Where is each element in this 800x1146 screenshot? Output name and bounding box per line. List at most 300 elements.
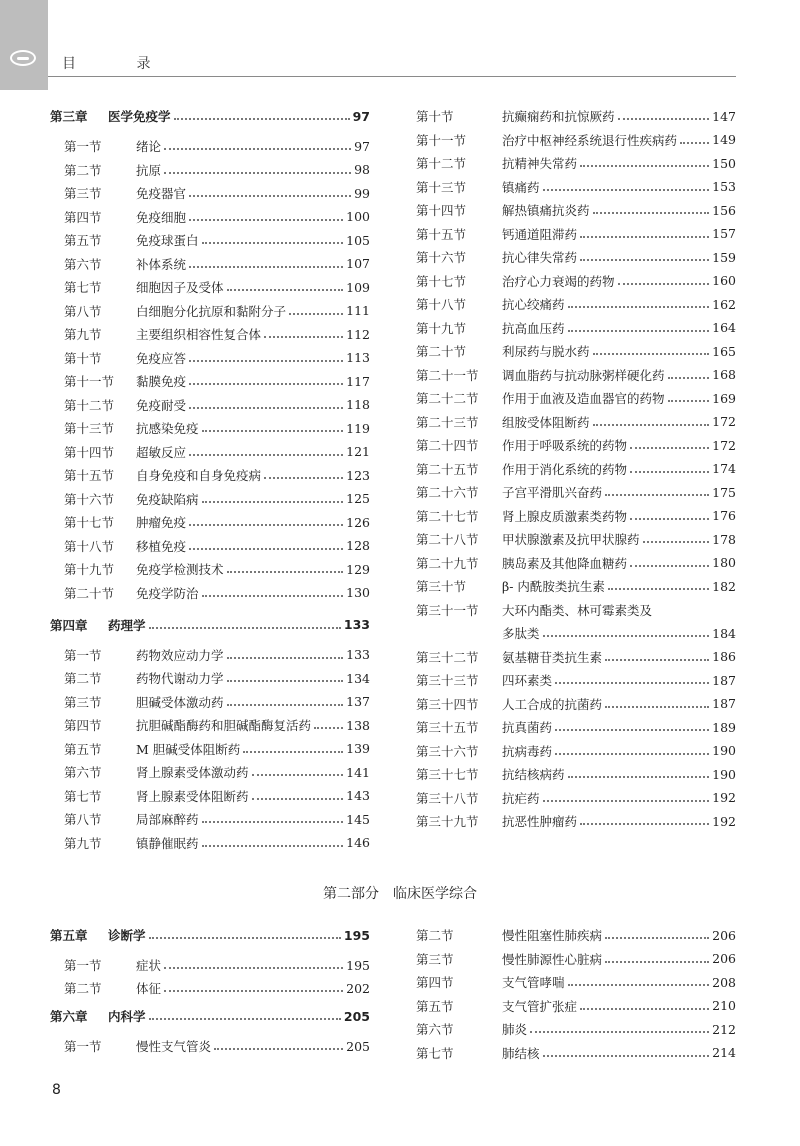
entry-page-number: 195 (343, 927, 370, 943)
entry-page-number: 212 (712, 1021, 736, 1037)
entry-page-number: 112 (346, 326, 370, 342)
leader-dots (189, 360, 343, 362)
toc-section-entry[interactable] (416, 972, 736, 992)
entry-number: 第二十节 (416, 344, 467, 359)
entry-number: 第二十五节 (416, 461, 479, 477)
toc-section-entry[interactable] (416, 949, 736, 969)
entry-title: 免疫学检测技术 (136, 562, 224, 577)
entry-title: 体征 (136, 981, 162, 996)
toc-section-entry[interactable] (64, 489, 370, 509)
leader-dots (530, 1031, 709, 1033)
toc-section-entry[interactable] (416, 764, 736, 784)
leader-dots (149, 937, 341, 939)
toc-section-entry[interactable] (416, 412, 736, 432)
toc-section-entry[interactable] (64, 692, 370, 712)
toc-section-entry[interactable] (416, 623, 736, 643)
toc-chapter-entry[interactable] (50, 1006, 370, 1026)
entry-number: 第二十二节 (416, 391, 479, 406)
entry-number: 第十一节 (416, 132, 467, 148)
toc-section-entry[interactable] (64, 559, 370, 579)
entry-number: 第二十七节 (416, 508, 479, 524)
toc-section-entry[interactable] (416, 106, 736, 126)
entry-title: 抗心律失常药 (502, 250, 578, 265)
leader-dots (289, 313, 343, 315)
toc-section-entry[interactable] (416, 647, 736, 667)
entry-page-number: 206 (712, 951, 736, 966)
toc-section-entry[interactable] (416, 788, 736, 808)
entry-page-number: 156 (712, 202, 736, 218)
entry-page-number: 149 (712, 132, 736, 147)
entry-title: 局部麻醉药 (136, 812, 199, 827)
leader-dots (189, 548, 343, 550)
toc-section-entry[interactable] (64, 183, 370, 203)
entry-title: 症状 (136, 958, 162, 973)
leader-dots (243, 751, 343, 753)
entry-title: 肿瘤免疫 (136, 515, 187, 530)
entry-page-number: 175 (712, 484, 736, 500)
entry-page-number: 147 (712, 108, 736, 124)
leader-dots (605, 961, 709, 963)
toc-section-entry[interactable] (416, 741, 736, 761)
toc-section-entry[interactable] (64, 371, 370, 391)
entry-title: 抗精神失常药 (502, 156, 578, 171)
entry-title: 抗感染免疫 (136, 421, 199, 436)
entry-title: 甲状腺激素及抗甲状腺药 (502, 532, 640, 547)
entry-page-number: 141 (346, 764, 370, 780)
toc-section-entry[interactable] (64, 645, 370, 665)
entry-number: 第十九节 (64, 562, 115, 577)
entry-page-number: 205 (343, 1008, 370, 1024)
page-number: 8 (52, 1082, 61, 1098)
toc-section-entry[interactable] (416, 1043, 736, 1063)
entry-title: 药物代谢动力学 (136, 671, 224, 686)
entry-number: 第十七节 (64, 515, 115, 530)
entry-title: 免疫细胞 (136, 209, 187, 225)
entry-title: 支气管扩张症 (502, 998, 578, 1014)
entry-page-number: 145 (346, 811, 370, 827)
entry-number: 第六节 (64, 765, 102, 780)
leader-dots (189, 524, 343, 526)
entry-number: 第三节 (64, 186, 102, 201)
entry-page-number: 107 (346, 256, 370, 271)
entry-title: 大环内酯类、林可霉素类及 (502, 602, 653, 618)
toc-section-entry[interactable] (64, 254, 370, 274)
entry-number: 第四章 (50, 617, 88, 633)
leader-dots (189, 195, 351, 197)
leader-dots (164, 172, 351, 174)
leader-dots (568, 776, 710, 778)
leader-dots (164, 967, 343, 969)
entry-page-number: 184 (712, 625, 736, 641)
entry-title: 抗心绞痛药 (502, 297, 565, 312)
entry-title: 抗疟药 (502, 790, 540, 806)
toc-section-entry[interactable] (64, 418, 370, 438)
entry-page-number: 176 (712, 508, 736, 523)
toc-chapter-entry[interactable] (50, 106, 370, 126)
entry-title: 抗胆碱酯酶药和胆碱酯酶复活药 (136, 718, 312, 733)
toc-section-entry[interactable] (416, 224, 736, 244)
toc-section-entry[interactable] (64, 324, 370, 344)
entry-number: 第十八节 (416, 297, 467, 312)
toc-section-entry[interactable] (64, 442, 370, 462)
entry-number: 第二十六节 (416, 485, 479, 500)
toc-section-entry[interactable] (416, 247, 736, 267)
leader-dots (202, 430, 344, 432)
leader-dots (227, 680, 344, 682)
entry-number: 第七节 (416, 1045, 454, 1061)
entry-title: 治疗心力衰竭的药物 (502, 273, 615, 289)
toc-section-entry[interactable] (64, 512, 370, 532)
entry-title: 利尿药与脱水药 (502, 344, 590, 359)
toc-section-entry[interactable] (416, 811, 736, 831)
entry-number: 第十三节 (64, 421, 115, 436)
toc-section-entry[interactable] (64, 136, 370, 156)
leader-dots (568, 330, 710, 332)
leader-dots (580, 823, 709, 825)
entry-number: 第十二节 (64, 397, 115, 413)
leader-dots (164, 148, 351, 150)
entry-page-number: 178 (712, 531, 736, 547)
entry-page-number: 164 (712, 320, 736, 335)
entry-page-number: 99 (354, 185, 370, 201)
entry-title: 免疫应答 (136, 350, 187, 366)
entry-number: 第十节 (416, 109, 454, 124)
toc-section-entry[interactable] (416, 600, 736, 620)
toc-section-entry[interactable] (416, 1019, 736, 1039)
entry-title: 抗真菌药 (502, 720, 553, 735)
entry-number: 第四节 (64, 718, 102, 733)
entry-number: 第五章 (50, 928, 88, 943)
leader-dots (580, 165, 709, 167)
toc-section-entry[interactable] (416, 506, 736, 526)
toc-section-entry[interactable] (64, 465, 370, 485)
toc-section-entry[interactable] (416, 435, 736, 455)
leader-dots (252, 774, 344, 776)
leader-dots (580, 1008, 709, 1010)
entry-title: 医学免疫学 (108, 109, 171, 124)
entry-page-number: 97 (352, 108, 370, 124)
toc-section-entry[interactable] (64, 277, 370, 297)
entry-number: 第一节 (64, 647, 102, 663)
entry-title: 胆碱受体激动药 (136, 694, 224, 710)
entry-title: 抗结核病药 (502, 767, 565, 782)
toc-section-entry[interactable] (416, 294, 736, 314)
entry-page-number: 202 (346, 980, 370, 996)
leader-dots (149, 1018, 341, 1020)
entry-number: 第十六节 (64, 491, 115, 507)
entry-title: 免疫耐受 (136, 397, 187, 413)
leader-dots (593, 353, 710, 355)
entry-number: 第四节 (64, 209, 102, 225)
toc-section-entry[interactable] (416, 365, 736, 385)
page-header-title: 目 录 (62, 56, 179, 72)
entry-page-number: 100 (346, 209, 370, 224)
entry-page-number: 187 (712, 696, 736, 711)
toc-chapter-entry[interactable] (50, 925, 370, 945)
publisher-logo-icon (10, 50, 36, 66)
toc-section-entry[interactable] (416, 576, 736, 596)
entry-number: 第十五节 (64, 468, 115, 483)
leader-dots (189, 407, 343, 409)
entry-page-number: 172 (712, 437, 736, 453)
toc-section-entry[interactable] (64, 230, 370, 250)
toc-section-entry[interactable] (416, 271, 736, 291)
entry-number: 第五节 (416, 998, 454, 1014)
toc-section-entry[interactable] (64, 809, 370, 829)
toc-section-entry[interactable] (64, 1036, 370, 1056)
entry-title: 肾上腺皮质激素类药物 (502, 508, 628, 524)
entry-number: 第六章 (50, 1009, 88, 1024)
leader-dots (555, 682, 709, 684)
entry-page-number: 126 (346, 514, 370, 530)
toc-section-entry[interactable] (416, 177, 736, 197)
entry-page-number: 159 (712, 249, 736, 265)
toc-section-entry[interactable] (64, 668, 370, 688)
toc-section-entry[interactable] (64, 301, 370, 321)
entry-title: 作用于呼吸系统的药物 (502, 438, 628, 453)
toc-section-entry[interactable] (64, 833, 370, 853)
entry-title: 多肽类 (502, 626, 540, 641)
entry-page-number: 133 (343, 617, 370, 632)
toc-section-entry[interactable] (416, 153, 736, 173)
toc-section-entry[interactable] (416, 670, 736, 690)
entry-page-number: 165 (712, 343, 736, 359)
entry-number: 第三十节 (416, 579, 467, 594)
entry-number: 第三十七节 (416, 767, 479, 782)
entry-page-number: 111 (346, 303, 370, 318)
leader-dots (618, 283, 710, 285)
entry-page-number: 153 (712, 179, 736, 194)
entry-number: 第九节 (64, 835, 102, 851)
toc-section-entry[interactable] (416, 694, 736, 714)
entry-page-number: 180 (712, 555, 736, 570)
entry-page-number: 138 (346, 717, 370, 733)
leader-dots (630, 471, 709, 473)
toc-section-entry[interactable] (64, 955, 370, 975)
entry-title: β- 内酰胺类抗生素 (502, 579, 605, 594)
entry-page-number: 133 (346, 647, 370, 662)
entry-number: 第三十四节 (416, 696, 479, 712)
entry-page-number: 169 (712, 390, 736, 406)
entry-number: 第二十八节 (416, 532, 479, 547)
entry-number: 第二十一节 (416, 367, 479, 383)
leader-dots (630, 447, 709, 449)
entry-page-number: 172 (712, 414, 736, 429)
entry-number: 第一节 (64, 1039, 102, 1054)
toc-section-entry[interactable] (416, 318, 736, 338)
entry-title: 移植免疫 (136, 538, 187, 554)
toc-section-entry[interactable] (416, 553, 736, 573)
entry-number: 第二节 (64, 162, 102, 178)
leader-dots (189, 266, 343, 268)
part-title: 第二部分 临床医学综合 (323, 886, 477, 902)
entry-number: 第三节 (416, 951, 454, 967)
entry-number: 第六节 (416, 1022, 454, 1037)
entry-page-number: 190 (712, 766, 736, 782)
entry-number: 第十五节 (416, 226, 467, 242)
leader-dots (668, 377, 710, 379)
toc-section-entry[interactable] (64, 160, 370, 180)
leader-dots (227, 657, 344, 659)
entry-page-number: 174 (712, 461, 736, 476)
entry-title: 免疫器官 (136, 186, 187, 201)
entry-title: 调血脂药与抗动脉粥样硬化药 (502, 367, 665, 383)
leader-dots (608, 588, 709, 590)
toc-section-entry[interactable] (416, 529, 736, 549)
toc-chapter-entry[interactable] (50, 615, 370, 635)
entry-page-number: 214 (712, 1045, 736, 1060)
entry-page-number: 130 (346, 585, 370, 600)
entry-title: 主要组织相容性复合体 (136, 327, 262, 342)
entry-page-number: 119 (346, 420, 370, 436)
entry-number: 第五节 (64, 233, 102, 248)
leader-dots (630, 565, 709, 567)
entry-title: 组胺受体阻断药 (502, 414, 590, 430)
entry-title: 抗恶性肿瘤药 (502, 814, 578, 829)
entry-title: 四环素类 (502, 673, 553, 688)
entry-title: 支气管哮喘 (502, 975, 565, 990)
entry-title: 人工合成的抗菌药 (502, 696, 603, 712)
entry-number: 第四节 (416, 975, 454, 990)
leader-dots (605, 706, 709, 708)
entry-number: 第十四节 (64, 444, 115, 460)
entry-page-number: 168 (712, 367, 736, 382)
leader-dots (568, 306, 710, 308)
leader-dots (314, 727, 343, 729)
toc-section-entry[interactable] (416, 482, 736, 502)
entry-page-number: 189 (712, 719, 736, 735)
leader-dots (164, 990, 343, 992)
entry-number: 第三十一节 (416, 602, 479, 618)
entry-number: 第一节 (64, 139, 102, 154)
leader-dots (543, 1055, 710, 1057)
entry-page-number: 206 (712, 927, 736, 943)
entry-page-number: 205 (346, 1038, 370, 1054)
entry-page-number: 123 (346, 467, 370, 483)
entry-page-number: 208 (712, 974, 736, 990)
entry-page-number: 125 (346, 491, 370, 506)
entry-title: 解热镇痛抗炎药 (502, 203, 590, 218)
leader-dots (680, 142, 709, 144)
toc-section-entry[interactable] (64, 978, 370, 998)
leader-dots (227, 289, 344, 291)
entry-page-number: 113 (346, 350, 370, 365)
toc-section-entry[interactable] (64, 207, 370, 227)
entry-number: 第三十五节 (416, 720, 479, 735)
toc-section-entry[interactable] (64, 348, 370, 368)
entry-title: 作用于消化系统的药物 (502, 461, 628, 477)
entry-title: 补体系统 (136, 256, 187, 272)
header-divider (48, 76, 736, 77)
toc-section-entry[interactable] (64, 583, 370, 603)
toc-section-entry[interactable] (416, 925, 736, 945)
entry-title: 肺结核 (502, 1045, 540, 1061)
entry-number: 第十三节 (416, 179, 467, 195)
leader-dots (580, 236, 709, 238)
leader-dots (264, 477, 343, 479)
entry-number: 第八节 (64, 812, 102, 827)
entry-title: 免疫缺陷病 (136, 491, 199, 507)
entry-title: 内科学 (108, 1009, 146, 1024)
entry-title: 慢性支气管炎 (136, 1039, 212, 1054)
toc-section-entry[interactable] (64, 395, 370, 415)
entry-number: 第二十三节 (416, 414, 479, 430)
toc-section-entry[interactable] (64, 762, 370, 782)
toc-section-entry[interactable] (416, 459, 736, 479)
leader-dots (543, 800, 710, 802)
toc-section-entry[interactable] (416, 200, 736, 220)
entry-title: 慢性阻塞性肺疾病 (502, 928, 603, 943)
entry-page-number: 109 (346, 279, 370, 295)
toc-section-entry[interactable] (416, 717, 736, 737)
leader-dots (174, 118, 350, 120)
entry-page-number: 150 (712, 155, 736, 171)
entry-title: 镇静催眠药 (136, 835, 199, 851)
entry-number: 第二节 (416, 928, 454, 943)
entry-title: 镇痛药 (502, 179, 540, 195)
entry-number: 第二十四节 (416, 438, 479, 453)
entry-page-number: 128 (346, 538, 370, 553)
entry-title: 慢性肺源性心脏病 (502, 951, 603, 967)
toc-section-entry[interactable] (416, 341, 736, 361)
entry-title: M 胆碱受体阻断药 (136, 741, 241, 757)
entry-page-number: 210 (712, 998, 736, 1013)
leader-dots (555, 753, 709, 755)
entry-page-number: 157 (712, 226, 736, 241)
leader-dots (202, 501, 344, 503)
leader-dots (605, 937, 709, 939)
toc-section-entry[interactable] (64, 715, 370, 735)
entry-page-number: 121 (346, 444, 370, 459)
entry-title: 黏膜免疫 (136, 374, 187, 389)
entry-number: 第八节 (64, 303, 102, 319)
entry-title: 自身免疫和自身免疫病 (136, 468, 262, 483)
entry-title: 抗病毒药 (502, 743, 553, 759)
toc-section-entry[interactable] (64, 536, 370, 556)
leader-dots (214, 1048, 343, 1050)
toc-section-entry[interactable] (64, 739, 370, 759)
toc-section-entry[interactable] (416, 388, 736, 408)
entry-page-number: 118 (346, 397, 370, 412)
entry-page-number: 160 (712, 273, 736, 288)
leader-dots (543, 635, 710, 637)
entry-number: 第二节 (64, 981, 102, 996)
toc-section-entry[interactable] (416, 996, 736, 1016)
entry-title: 肺炎 (502, 1022, 528, 1037)
leader-dots (668, 400, 710, 402)
leader-dots (189, 383, 343, 385)
leader-dots (264, 336, 343, 338)
leader-dots (202, 242, 344, 244)
leader-dots (202, 821, 344, 823)
entry-number: 第三十六节 (416, 743, 479, 759)
toc-section-entry[interactable] (416, 130, 736, 150)
leader-dots (189, 219, 343, 221)
toc-section-entry[interactable] (64, 786, 370, 806)
leader-dots (593, 212, 710, 214)
entry-page-number: 146 (346, 835, 370, 850)
leader-dots (189, 454, 343, 456)
entry-page-number: 129 (346, 561, 370, 577)
entry-title: 治疗中枢神经系统退行性疾病药 (502, 132, 678, 148)
leader-dots (643, 541, 710, 543)
entry-page-number: 192 (712, 813, 736, 829)
entry-page-number: 139 (346, 741, 370, 756)
leader-dots (227, 571, 344, 573)
entry-number: 第十九节 (416, 320, 467, 336)
entry-number: 第十一节 (64, 374, 115, 389)
entry-title: 抗原 (136, 162, 162, 178)
